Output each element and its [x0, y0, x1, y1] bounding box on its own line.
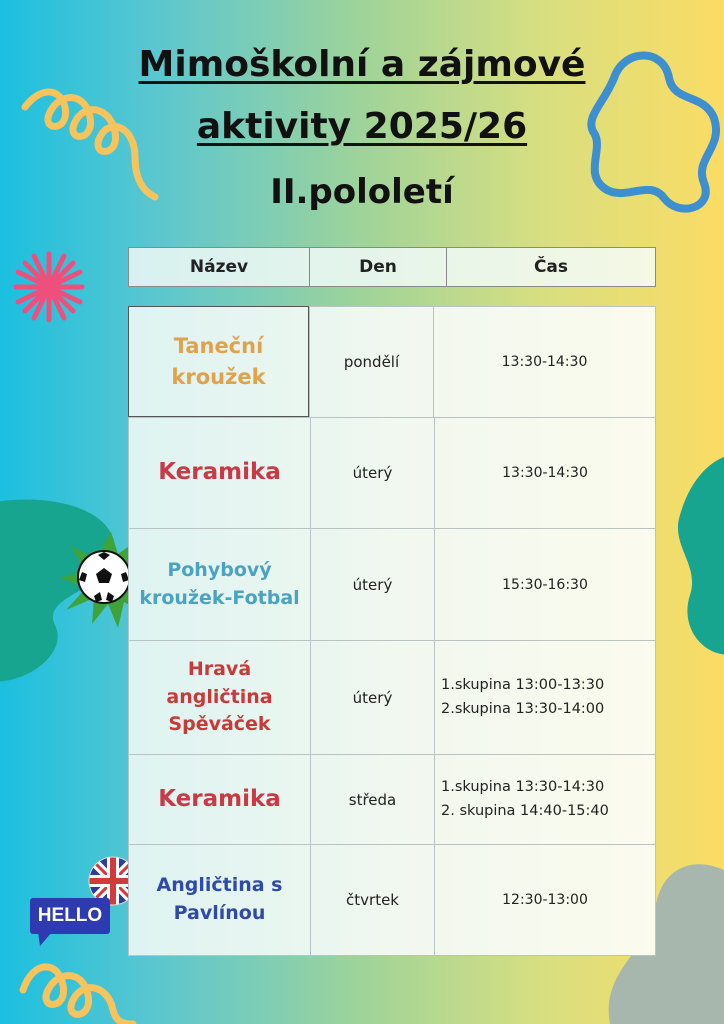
activity-time: 13:30-14:30	[433, 307, 655, 417]
table-row	[129, 529, 655, 641]
activity-table	[128, 306, 656, 956]
activity-time: 12:30-13:00	[434, 845, 655, 955]
activity-day: čtvrtek	[310, 845, 434, 955]
table-row	[129, 845, 655, 955]
table-header	[128, 247, 656, 287]
teal-blob-right	[660, 455, 724, 655]
activity-time: 13:30-14:30	[434, 418, 655, 528]
activity-day: úterý	[310, 529, 434, 640]
table-row	[129, 307, 655, 418]
time-line: 1.skupina 13:30-14:30	[441, 779, 605, 796]
activity-day: pondělí	[309, 307, 433, 417]
time-line: 2. skupina 14:40-15:40	[441, 802, 609, 819]
time-line: 2.skupina 13:30-14:00	[441, 700, 605, 717]
page-subtitle: II.pololetí	[270, 172, 454, 212]
squiggle-icon	[18, 950, 138, 1024]
header-day: Den	[310, 248, 447, 286]
activity-name: Angličtina s Pavlínou	[156, 874, 283, 924]
starburst-icon	[12, 250, 86, 324]
speech-bubble-tail	[38, 932, 54, 948]
activity-day: středa	[310, 755, 434, 844]
activity-time: 15:30-16:30	[434, 529, 655, 640]
page-title-line1: Mimoškolní a zájmové	[138, 44, 586, 85]
activity-time	[434, 641, 655, 754]
header-name: Název	[129, 248, 310, 286]
page-title-line2: aktivity 2025/26	[196, 106, 528, 147]
time-line: 1.skupina 13:00-13:30	[441, 677, 605, 694]
activity-time	[434, 755, 655, 844]
table-row	[129, 755, 655, 845]
activity-day: úterý	[310, 641, 434, 754]
speech-bubble-icon	[30, 898, 110, 934]
hello-badge-text: HELLO	[37, 905, 103, 926]
table-row	[129, 418, 655, 529]
activity-day: úterý	[310, 418, 434, 528]
activity-name: Pohybový kroužek-Fotbal	[139, 558, 300, 609]
activity-name: Hravá angličtina Spěváček	[166, 658, 273, 736]
header-time: Čas	[533, 257, 569, 277]
table-row	[129, 641, 655, 755]
activity-name: Taneční kroužek	[128, 306, 309, 417]
activity-name: Keramika	[158, 785, 281, 812]
activity-name: Keramika	[158, 459, 281, 486]
